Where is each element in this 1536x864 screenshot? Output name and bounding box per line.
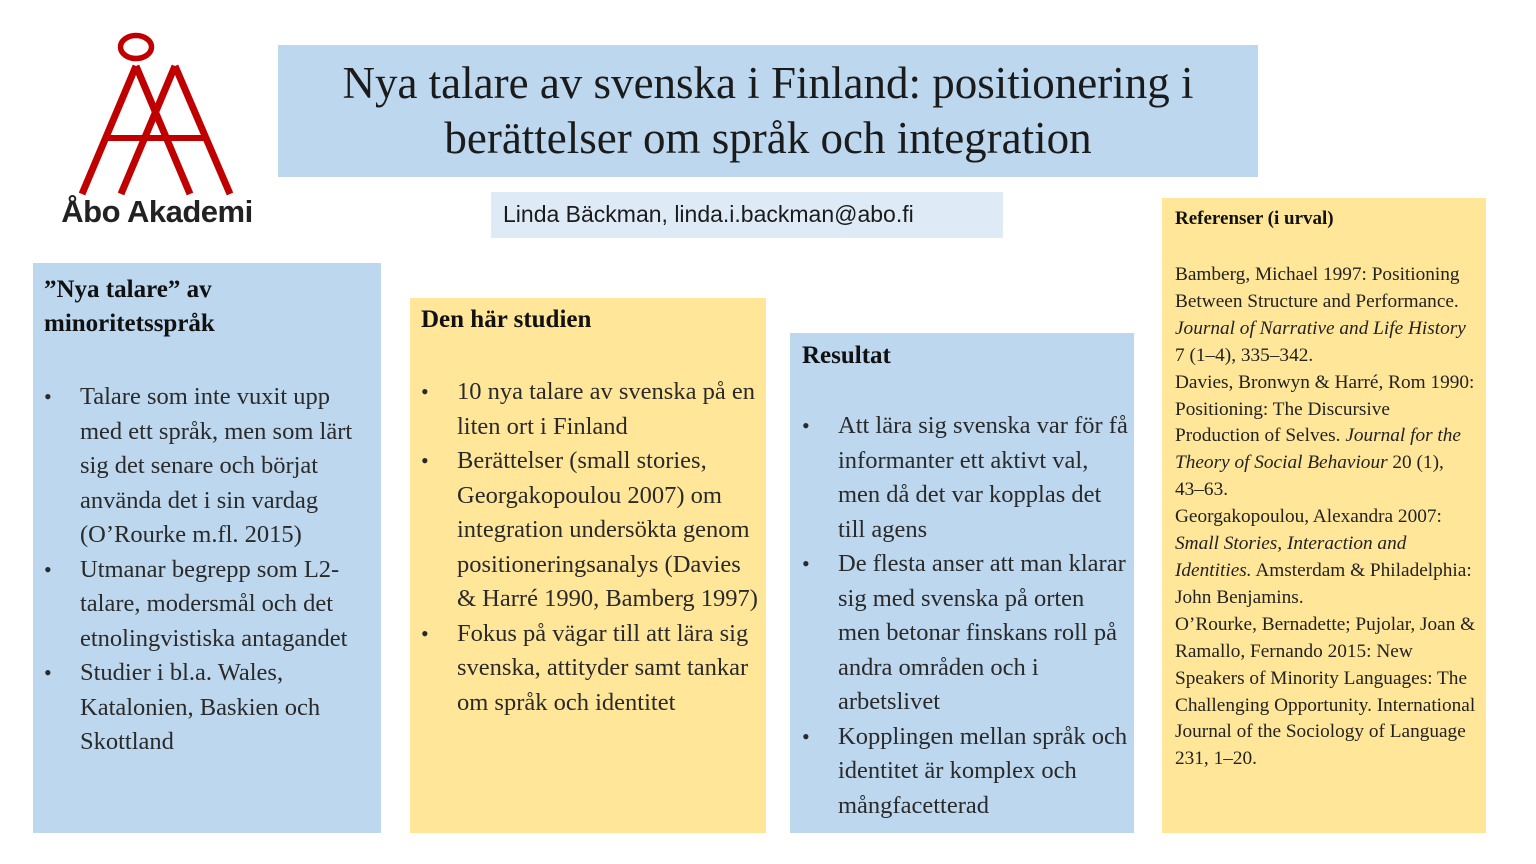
logo-text: Åbo Akademi	[61, 194, 253, 229]
reference-source: Journal for the Theory of Social Behaviour	[1175, 425, 1461, 474]
reference-source: Journal of Narrative and Life History	[1175, 317, 1466, 339]
reference-text: Amsterdam & Philadelphia: John Benjamins.	[1175, 559, 1472, 608]
list-item: • 10 nya talare av svenska på en liten ort i Finland	[421, 375, 758, 444]
list-item: • Utmanar begrepp som L2-talare, modersmål och det etnolingvistiska antagandet	[44, 553, 373, 657]
panel-heading: Den här studien	[421, 306, 592, 333]
reference-text: Georgakopoulou, Alexandra 2007:	[1175, 506, 1442, 528]
list-item: • Talare som inte vuxit upp med ett språk, men som lärt sig det senare och börjat använda det i sin vardag (O’Rourke m.fl. 2015)	[44, 380, 373, 553]
reference-source: Small Stories, Interaction and Identities.	[1175, 533, 1407, 581]
panel-heading: Resultat	[802, 342, 891, 369]
panel-new-speakers	[33, 263, 381, 833]
list-item: • Fokus på vägar till att lära sig svenska, attityder samt tankar om språk och identitet	[421, 617, 758, 721]
reference-text: 20 (1), 43–63.	[1175, 452, 1444, 501]
reference-list	[1175, 262, 1476, 773]
bullet-list	[802, 409, 1128, 823]
title-banner	[278, 45, 1258, 177]
reference-item	[1175, 370, 1476, 505]
panel-references	[1162, 198, 1486, 833]
reference-item	[1175, 262, 1476, 370]
list-item: • Berättelser (small stories, Georgakopoulou 2007) om integration undersökta genom positioneringsanalys (Davies & Harré 1990, Bamberg 1997)	[421, 444, 758, 617]
poster-title: Nya talare av svenska i Finland: positionering i berättelser om språk och integration	[342, 58, 1194, 163]
panel-study	[410, 298, 766, 833]
author-line: Linda Bäckman, linda.i.backman@abo.fi	[491, 192, 1003, 238]
list-item: • Att lära sig svenska var för få informanter ett aktivt val, men då det var kopplas det till agens	[802, 409, 1128, 547]
panel-heading: ”Nya talare” av minoritetsspråk	[44, 276, 215, 337]
reference-item	[1175, 504, 1476, 612]
list-item: • Kopplingen mellan språk och identitet är komplex och mångfacetterad	[802, 720, 1128, 824]
list-item: • De flesta anser att man klarar sig med svenska på orten men betonar finskans roll på andra områden och i arbetslivet	[802, 547, 1128, 720]
bullet-list	[421, 375, 758, 720]
reference-text: Bamberg, Michael 1997: Positioning Between Structure and Performance.	[1175, 264, 1460, 312]
panel-heading: Referenser (i urval)	[1175, 208, 1334, 229]
logo-mark-icon	[40, 28, 260, 198]
reference-text: O’Rourke, Bernadette; Pujolar, Joan & Ramallo, Fernando 2015: New Speakers of Minority Languages: The Challenging Opportunity. International Journal of the Sociology of Language 231, 1–20.	[1175, 613, 1476, 770]
bullet-list	[44, 380, 373, 760]
reference-text: 7 (1–4), 335–342.	[1175, 344, 1314, 366]
reference-text: Davies, Bronwyn & Harré, Rom 1990: Positioning: The Discursive Production of Selves.	[1175, 371, 1475, 447]
abo-akademi-logo	[40, 28, 260, 238]
panel-results	[790, 333, 1134, 833]
reference-item	[1175, 612, 1476, 773]
list-item: • Studier i bl.a. Wales, Katalonien, Baskien och Skottland	[44, 656, 373, 760]
